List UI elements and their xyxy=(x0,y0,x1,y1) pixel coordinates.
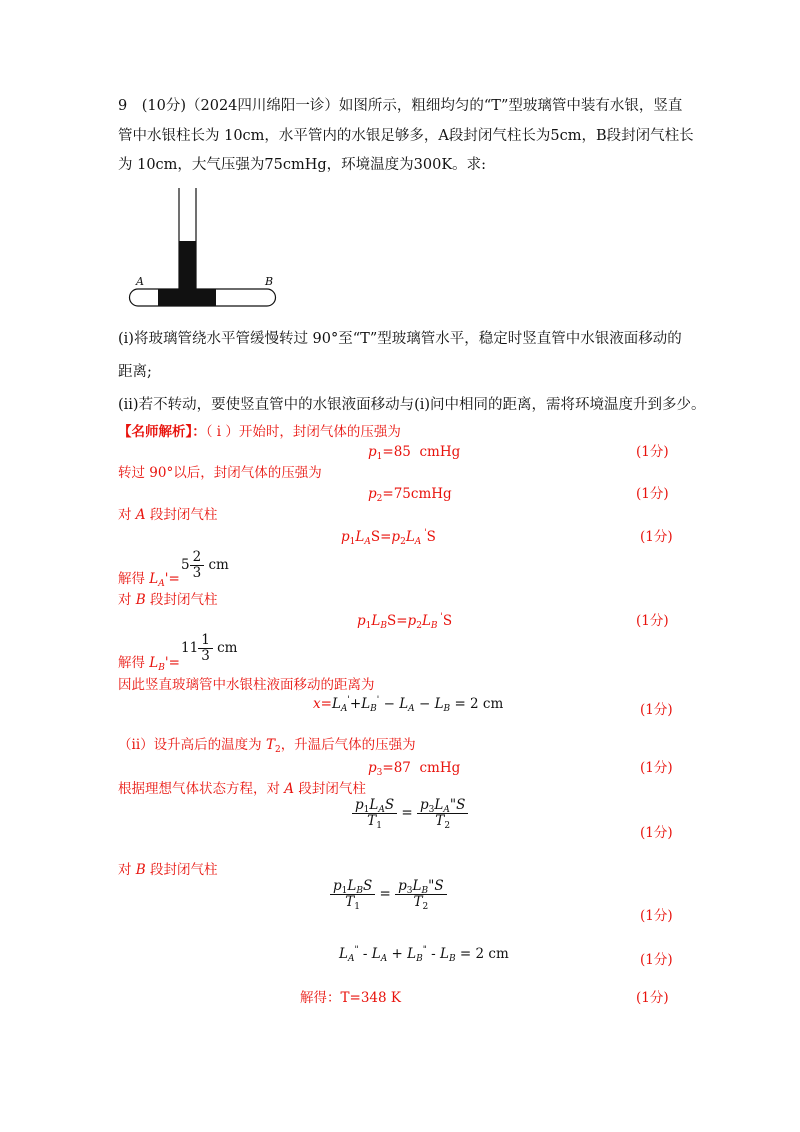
result-lb-label: 解得 $L_B'=$ xyxy=(118,655,180,673)
label-b: B xyxy=(265,275,274,288)
score-2: (1分) xyxy=(636,486,669,502)
solution-step-3: 对 A 段封闭气柱 xyxy=(118,507,218,523)
lb-unit: cm xyxy=(217,640,238,656)
equation-p2: $p_2=75cmHg$ xyxy=(368,486,452,504)
lb-fraction xyxy=(198,633,213,664)
eq-ta-left: $\frac{p_1L_AS}{T_1}$ xyxy=(352,798,397,829)
la-unit: cm xyxy=(208,557,229,573)
eq-ta-right: $\frac{p_3L_A"S}{T_2}$ xyxy=(417,798,468,829)
equation-a: $p_1L_AS=p_2L_A$ 'S xyxy=(341,528,436,547)
lb-denominator: 3 xyxy=(201,648,210,664)
solution-intro xyxy=(118,423,401,441)
equation-b: $p_1L_BS=p_2L_B$ 'S xyxy=(357,612,453,631)
equation-sum: $L_A^" - L_A + L_B^" - L_B = 2$ cm xyxy=(339,945,509,964)
solution-step-10: 对 B 段封闭气柱 xyxy=(118,862,218,878)
solution-step-9: 根据理想气体状态方程，对 A 段封闭气柱 xyxy=(118,781,366,797)
final-answer: 解得：T=348 K xyxy=(300,990,401,1006)
score-9: (1分) xyxy=(640,952,673,968)
score-7: (1分) xyxy=(640,825,673,841)
solution-step-1: （ i ）开始时，封闭气体的压强为 xyxy=(205,424,401,440)
question-part-2: (ii)若不转动，要使竖直管中的水银液面移动与(i)问中相同的距离，需将环境温度升到多少。 xyxy=(118,397,706,413)
result-la-value xyxy=(181,550,229,581)
question-part-1-line-1: (i)将玻璃管绕水平管缓慢转过 90°至“T”型玻璃管水平，稳定时竖直管中水银液面移动的 xyxy=(118,331,682,347)
equation-p1: $p_1=85$ cmHg xyxy=(368,444,461,462)
score-5: (1分) xyxy=(640,702,673,718)
solution-step-8: （ii）设升高后的温度为 $T_2$，升温后气体的压强为 xyxy=(118,737,416,755)
question-line-3: 为 10cm，大气压强为75cmHg，环境温度为300K。求: xyxy=(118,157,487,173)
equation-x: $x=L_A'+L_B' - L_A - L_B = 2$ cm xyxy=(313,695,504,714)
score-10: (1分) xyxy=(636,990,669,1006)
equation-ta: $\frac{p_1L_AS}{T_1}$ = $\frac{p_3L_A"S}{T_2}$ xyxy=(352,798,468,829)
score-8: (1分) xyxy=(640,908,673,924)
equation-tb: $\frac{p_1L_BS}{T_1}$ = $\frac{p_3L_B"S}{T_2}$ xyxy=(330,879,447,910)
score-3: (1分) xyxy=(640,529,673,545)
label-a: A xyxy=(136,275,144,288)
result-la-label: 解得 $L_A'=$ xyxy=(118,571,180,589)
solution-step-5: 对 B 段封闭气柱 xyxy=(118,592,218,608)
la-numerator: 2 xyxy=(190,550,205,566)
vertical-mercury-column xyxy=(179,241,196,289)
solution-step-2: 转过 90°以后，封闭气体的压强为 xyxy=(118,465,322,481)
score-6: (1分) xyxy=(640,760,673,776)
lb-whole: 11 xyxy=(181,640,199,656)
t-tube-figure xyxy=(122,188,284,310)
la-whole: 5 xyxy=(181,557,190,573)
result-lb-value xyxy=(181,633,237,664)
question-line-2: 管中水银柱长为 10cm，水平管内的水银足够多，A段封闭气柱长为5cm，B段封闭气柱长 xyxy=(118,128,694,144)
score-1: (1分) xyxy=(636,444,669,460)
lb-numerator: 1 xyxy=(198,633,213,649)
equation-p3: $p_3=87$ cmHg xyxy=(368,760,461,778)
question-line-1: 9 (10分)（2024四川绵阳一诊）如图所示，粗细均匀的“T”型玻璃管中装有水银，竖直 xyxy=(118,98,683,114)
question-part-1-line-2: 距离; xyxy=(118,364,152,380)
solution-heading: 【名师解析】： xyxy=(118,424,206,440)
horizontal-mercury xyxy=(158,289,216,306)
la-fraction xyxy=(190,550,205,581)
la-denominator: 3 xyxy=(192,565,202,581)
score-4: (1分) xyxy=(636,613,669,629)
eq-tb-left: $\frac{p_1L_BS}{T_1}$ xyxy=(330,879,375,910)
solution-step-7: 因此竖直玻璃管中水银柱液面移动的距离为 xyxy=(118,677,375,693)
eq-tb-right: $\frac{p_3L_B"S}{T_2}$ xyxy=(395,879,446,910)
